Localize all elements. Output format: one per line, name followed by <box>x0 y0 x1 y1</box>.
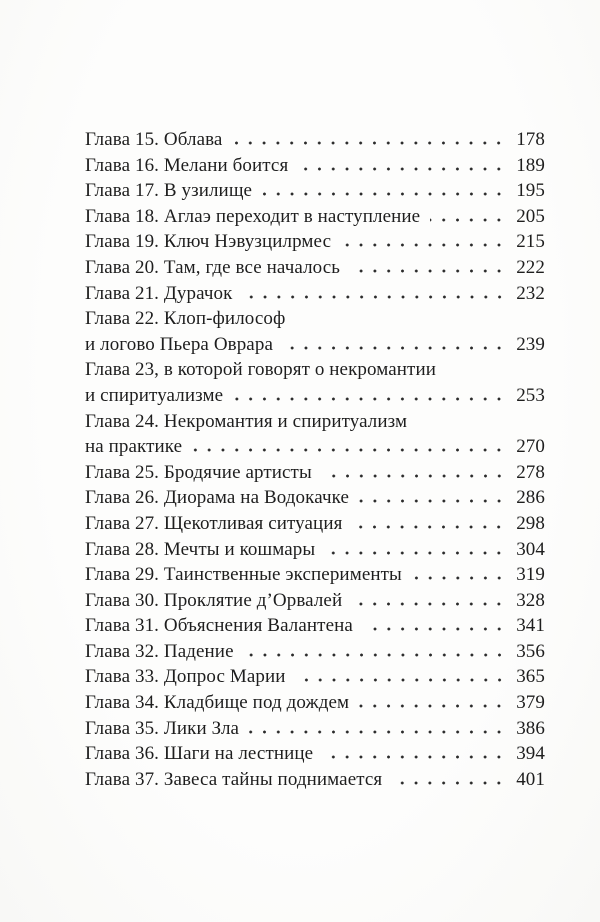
chapter-title: Глава 32. Падение <box>85 640 234 662</box>
dot-leader <box>430 218 506 222</box>
toc-entry-line <box>85 613 545 639</box>
toc-entry-line <box>85 409 545 435</box>
dot-leader <box>243 295 507 299</box>
toc-entry-line <box>85 588 545 614</box>
dot-leader <box>298 167 506 171</box>
toc-entry-line <box>85 357 545 383</box>
chapter-title: Глава 33. Допрос Марии <box>85 666 286 688</box>
chapter-title: Глава 21. Дурачок <box>85 282 233 304</box>
dot-leader <box>322 474 506 478</box>
toc-entry-line <box>85 255 545 281</box>
dot-leader <box>359 499 506 503</box>
toc-entry-line <box>85 767 545 793</box>
toc-entry-line <box>85 153 545 179</box>
page-number: 278 <box>516 461 545 483</box>
chapter-title: Глава 31. Объяснения Валантена <box>85 615 353 637</box>
dot-leader <box>350 269 506 273</box>
chapter-title: Глава 16. Мелани боится <box>85 154 289 176</box>
chapter-title: Глава 22. Клоп-философ <box>85 308 286 330</box>
chapter-title: и логово Пьера Оврара <box>85 333 273 355</box>
chapter-title: Глава 29. Таинственные эксперименты <box>85 564 402 586</box>
page-number: 189 <box>516 154 545 176</box>
chapter-title: Глава 28. Мечты и кошмары <box>85 538 316 560</box>
dot-leader <box>232 141 506 145</box>
dot-leader <box>249 730 506 734</box>
page-number: 356 <box>516 640 545 662</box>
toc-entry-line <box>85 741 545 767</box>
chapter-title: Глава 23, в которой говорят о некромантии <box>85 359 436 381</box>
page-number: 178 <box>516 129 545 150</box>
chapter-title: Глава 34. Кладбище под дождем <box>85 692 350 714</box>
page-number: 379 <box>516 692 545 714</box>
dot-leader <box>244 653 506 657</box>
toc-entry-line <box>85 716 545 742</box>
toc-entry-line <box>85 434 545 460</box>
page-number: 365 <box>516 666 545 688</box>
page-number: 205 <box>516 205 545 227</box>
toc-entry-line <box>85 460 545 486</box>
dot-leader <box>192 448 506 452</box>
dot-leader <box>412 576 506 580</box>
page-number: 304 <box>516 538 545 560</box>
page-number: 222 <box>516 256 545 278</box>
chapter-title: Глава 30. Проклятие д’Орвалей <box>85 589 343 611</box>
page-number: 328 <box>516 589 545 611</box>
dot-leader <box>392 781 506 785</box>
dot-leader <box>363 627 506 631</box>
toc-entry-line <box>85 511 545 537</box>
chapter-title: Глава 27. Щекотливая ситуация <box>85 512 343 534</box>
chapter-title: Глава 25. Бродячие артисты <box>85 461 312 483</box>
toc-entry-line <box>85 639 545 665</box>
page-number: 239 <box>516 333 545 355</box>
chapter-title: Глава 15. Облава <box>85 129 223 150</box>
dot-leader <box>352 525 506 529</box>
chapter-title: Глава 19. Ключ Нэвузцилрмес <box>85 231 332 253</box>
dot-leader <box>262 192 506 196</box>
dot-leader <box>323 755 506 759</box>
toc-entry-line <box>85 332 545 358</box>
page-number: 401 <box>516 768 545 790</box>
chapter-title: Глава 37. Завеса тайны поднимается <box>85 768 383 790</box>
toc-entry-line <box>85 204 545 230</box>
table-of-contents <box>85 127 545 792</box>
toc-entry-line <box>85 178 545 204</box>
chapter-title: Глава 20. Там, где все началось <box>85 256 341 278</box>
page-number: 195 <box>516 180 545 202</box>
dot-leader <box>233 397 506 401</box>
dot-leader <box>359 704 506 708</box>
toc-entry-line <box>85 383 545 409</box>
chapter-title: Глава 35. Лики Зла <box>85 717 240 739</box>
toc-entry-line <box>85 229 545 255</box>
chapter-title: Глава 17. В узилище <box>85 180 253 202</box>
dot-leader <box>325 551 506 555</box>
chapter-title: Глава 36. Шаги на лестнице <box>85 743 314 765</box>
toc-entry-line <box>85 537 545 563</box>
page-number: 298 <box>516 512 545 534</box>
page-number: 394 <box>516 743 545 765</box>
page-number: 319 <box>516 564 545 586</box>
toc-entry-line <box>85 690 545 716</box>
page-number: 253 <box>516 384 545 406</box>
dot-leader <box>283 346 506 350</box>
chapter-title: Глава 24. Некромантия и спиритуализм <box>85 410 408 432</box>
toc-entry-line <box>85 485 545 511</box>
page-number: 386 <box>516 717 545 739</box>
page-number: 286 <box>516 487 545 509</box>
page-number: 215 <box>516 231 545 253</box>
toc-entry-line <box>85 281 545 307</box>
chapter-title: и спиритуализме <box>85 384 224 406</box>
toc-entry-line <box>85 127 545 153</box>
toc-entry-line <box>85 664 545 690</box>
page-number: 341 <box>516 615 545 637</box>
toc-entry-line <box>85 306 545 332</box>
page-number: 270 <box>516 436 545 458</box>
chapter-title: на практике <box>85 436 183 458</box>
chapter-title: Глава 18. Аглаэ переходит в наступление <box>85 205 421 227</box>
chapter-title: Глава 26. Диорама на Водокачке <box>85 487 350 509</box>
dot-leader <box>296 678 506 682</box>
dot-leader <box>341 243 506 247</box>
toc-entry-line <box>85 562 545 588</box>
page-number: 232 <box>516 282 545 304</box>
dot-leader <box>352 602 506 606</box>
